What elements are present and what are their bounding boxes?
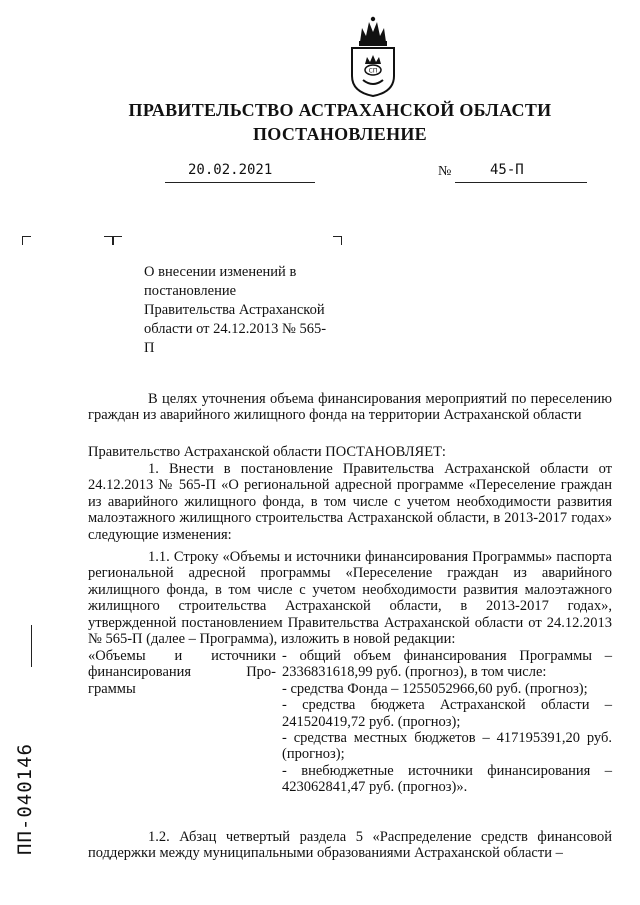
label-word: финансирования bbox=[88, 664, 192, 681]
decree-subject: О внесении изменений в постановление Правительства Астраханской области от 24.12.2013 № 565-П bbox=[144, 264, 327, 356]
item-1-paragraph: 1. Внести в постановление Правительства Астраханской области от 24.12.2013 № 565-П «О региональной адресной программе «Переселение граждан из аварийного жилищного фонда, в том числе с учетом необходимости развития малоэтажного жилищного строительства Астраханской области, в 2013-2017 годах» следующие изменения: bbox=[88, 461, 612, 543]
funding-line: - средства Фонда – 1255052966,60 руб. (прогноз); bbox=[282, 680, 588, 697]
document-type-title: ПОСТАНОВЛЕНИЕ bbox=[253, 124, 427, 144]
decree-statement: Правительство Астраханской области ПОСТАНОВЛЯЕТ: bbox=[88, 444, 446, 460]
coat-of-arms-emblem bbox=[346, 14, 400, 98]
corner-mark bbox=[333, 236, 342, 245]
funding-line: (прогноз); bbox=[282, 746, 345, 763]
registration-stamp bbox=[14, 690, 54, 860]
label-word: источники bbox=[211, 648, 276, 664]
item-1-2-paragraph: 1.2. Абзац четвертый раздела 5 «Распределение средств финансовой поддержки между муниципальными образованиями Астраханской области – bbox=[88, 829, 612, 862]
funding-line: - внебюджетные источники финансирования – bbox=[282, 762, 612, 779]
funding-line: - общий объем финансирования Программы – bbox=[282, 648, 612, 664]
svg-text:СП: СП bbox=[368, 67, 378, 75]
funding-line: 241520419,72 руб. (прогноз); bbox=[282, 713, 461, 730]
funding-line: - средства местных бюджетов – 417195391,20 руб. bbox=[282, 730, 612, 747]
label-word: и bbox=[174, 648, 183, 664]
label-word: «Объемы bbox=[88, 648, 146, 664]
table-left-label bbox=[88, 648, 276, 697]
decree-number: 45-П bbox=[490, 162, 524, 178]
decree-date: 20.02.2021 bbox=[188, 162, 273, 178]
funding-line: - средства бюджета Астраханской области – bbox=[282, 697, 612, 714]
number-sign: № bbox=[438, 164, 452, 179]
funding-line: 423062841,47 руб. (прогноз)». bbox=[282, 779, 468, 796]
label-word: Про- bbox=[246, 664, 276, 681]
label-word: граммы bbox=[88, 680, 136, 697]
corner-mark bbox=[22, 236, 31, 245]
government-title: ПРАВИТЕЛЬСТВО АСТРАХАНСКОЙ ОБЛАСТИ bbox=[128, 100, 552, 120]
preamble-paragraph: В целях уточнения объема финансирования мероприятий по переселению граждан из аварийного жилищного фонда на территории Астраханской области bbox=[88, 391, 612, 424]
item-1-1-paragraph: 1.1. Строку «Объемы и источники финансирования Программы» паспорта региональной адресной программы «Переселение граждан из аварийного жилищного фонда, в том числе с учетом необходимости развития малоэтажного жилищного строительства Астраханской области, в 2013-2017 годах», утвержденной постановлением Правительства Астраханской области от 24.12.2013 № 565-П (далее – Программа), изложить в новой редакции: bbox=[88, 549, 612, 648]
corner-mark bbox=[113, 236, 122, 245]
corner-mark bbox=[104, 236, 113, 245]
margin-line bbox=[31, 625, 32, 667]
table-right-content bbox=[282, 648, 612, 796]
stamp-number: ПП-040146 bbox=[14, 743, 36, 855]
funding-line: 2336831618,99 руб. (прогноз), в том числе: bbox=[282, 664, 547, 681]
